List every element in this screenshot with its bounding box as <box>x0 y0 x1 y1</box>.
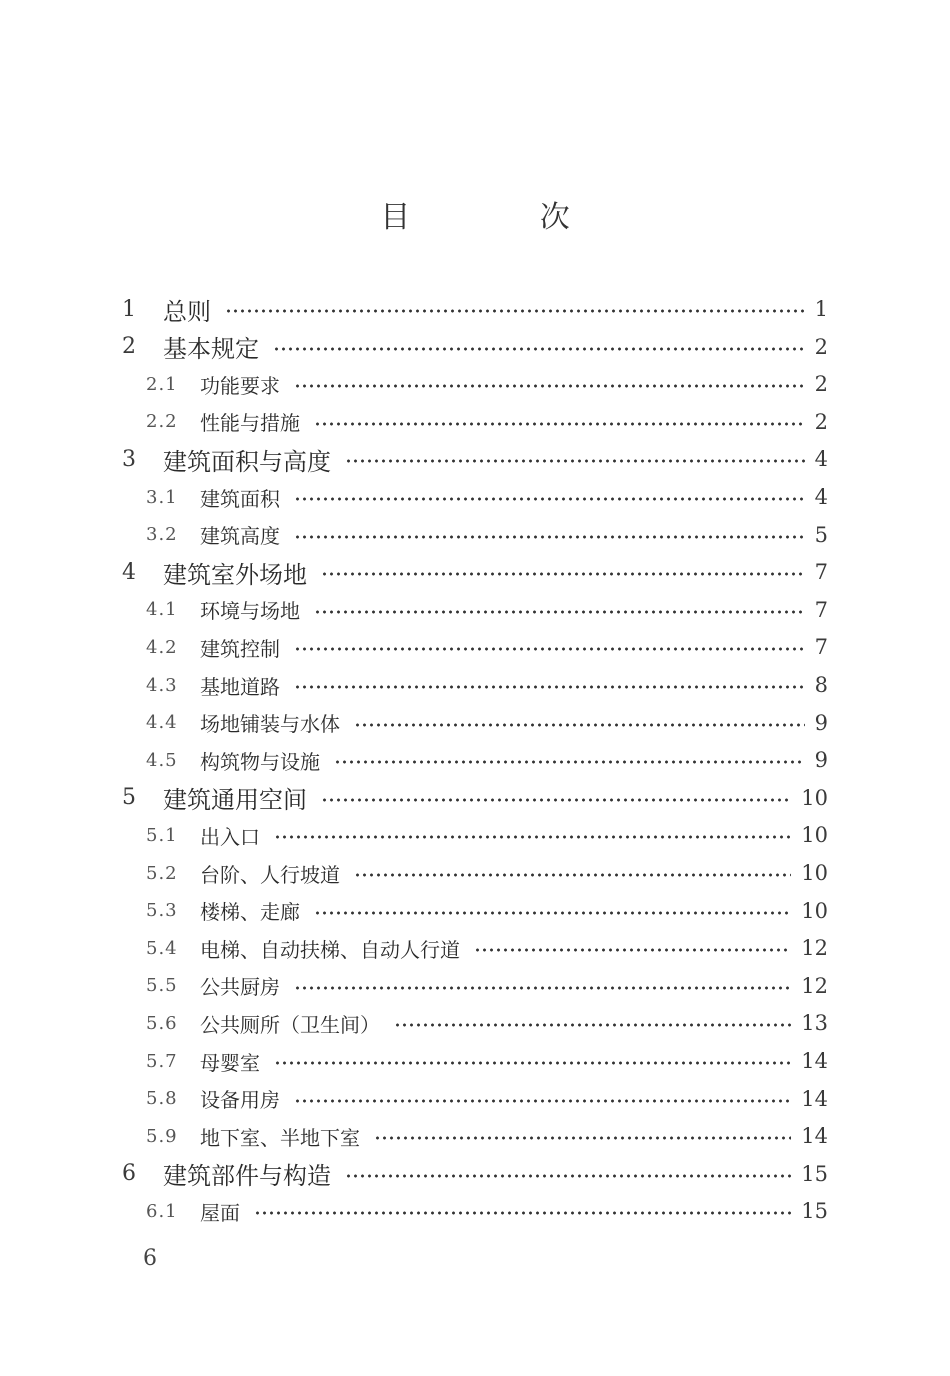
toc-entry-page: 9 <box>814 748 828 773</box>
toc-entry-number: 5.6 <box>146 1012 178 1034</box>
dot-leader <box>321 798 791 802</box>
toc-entry-title: 楼梯、走廊 <box>200 900 300 925</box>
toc-entry-line <box>200 704 815 742</box>
toc-entry-title: 地下室、半地下室 <box>200 1125 360 1150</box>
toc-entry-title: 建筑面积 <box>200 486 280 511</box>
toc-entry[interactable] <box>0 365 950 403</box>
toc-entry-title: 屋面 <box>200 1200 240 1225</box>
toc-entry-number: 3.2 <box>146 524 178 546</box>
toc-entry-page: 14 <box>801 1124 828 1149</box>
toc-entry-title: 公共厨房 <box>200 975 280 1000</box>
dot-leader <box>374 1136 791 1140</box>
toc-entry-page: 2 <box>814 372 828 397</box>
dot-leader <box>321 572 805 576</box>
dot-leader <box>394 1023 791 1027</box>
toc-entry[interactable] <box>0 628 950 666</box>
dot-leader <box>474 948 791 952</box>
toc-entry-page: 10 <box>801 823 828 848</box>
toc-entry-title: 功能要求 <box>200 373 280 398</box>
toc-entry-page: 15 <box>801 1199 828 1224</box>
toc-entry[interactable] <box>0 816 950 854</box>
toc-entry[interactable] <box>0 741 950 779</box>
toc-entry-title: 建筑通用空间 <box>163 786 307 815</box>
dot-leader <box>294 1099 791 1103</box>
toc-entry-title: 场地铺装与水体 <box>200 712 340 737</box>
toc-entry-title: 构筑物与设施 <box>200 749 320 774</box>
toc-entry-line <box>200 854 801 892</box>
toc-entry-number: 5.9 <box>146 1125 178 1147</box>
toc-entry[interactable] <box>0 892 950 930</box>
toc-entry-page: 12 <box>801 936 828 961</box>
toc-entry-page: 10 <box>801 861 828 885</box>
page-title: 目 次 <box>380 200 630 235</box>
toc-entry-number: 5.2 <box>146 862 178 884</box>
toc-entry-number: 1 <box>122 296 136 322</box>
toc-entry-line <box>200 628 815 666</box>
dot-leader <box>345 1174 791 1178</box>
toc-entry-page: 4 <box>814 485 828 509</box>
toc-entry-number: 5.4 <box>146 937 178 959</box>
toc-entry-title: 基地道路 <box>200 674 280 699</box>
dot-leader <box>294 535 805 539</box>
dot-leader <box>294 384 805 388</box>
toc-entry[interactable] <box>0 553 950 591</box>
dot-leader <box>225 309 805 313</box>
toc-entry-page: 10 <box>801 898 828 923</box>
toc-entry-page: 2 <box>814 334 828 359</box>
toc-entry-page: 2 <box>814 409 828 434</box>
toc-entry-number: 5.8 <box>146 1088 178 1110</box>
toc-entry-line <box>200 1004 801 1042</box>
toc-entry[interactable] <box>0 704 950 742</box>
toc-entry-line <box>200 816 801 854</box>
toc-entry[interactable] <box>0 591 950 629</box>
toc-entry-number: 4.1 <box>146 599 178 621</box>
toc-entry-number: 3 <box>122 446 136 472</box>
dot-leader <box>314 422 805 426</box>
toc-entry-line <box>163 328 815 366</box>
toc-entry-title: 建筑控制 <box>200 636 280 661</box>
toc-entry[interactable] <box>0 1192 950 1230</box>
toc-entry-title: 母婴室 <box>200 1050 260 1075</box>
toc-entry-page: 10 <box>801 785 828 810</box>
toc-entry-line <box>200 892 801 930</box>
toc-entry-page: 9 <box>814 710 828 735</box>
toc-entry-number: 4.5 <box>146 749 178 771</box>
toc-entry-line <box>200 666 815 704</box>
toc-entry-line <box>200 929 801 967</box>
toc-entry[interactable] <box>0 328 950 366</box>
toc-entry[interactable] <box>0 516 950 554</box>
toc-entry-number: 4 <box>122 559 136 585</box>
toc-entry-page: 1 <box>814 297 828 321</box>
toc-entry-title: 设备用房 <box>200 1088 280 1113</box>
dot-leader <box>314 610 805 614</box>
toc-entry-number: 4.2 <box>146 636 178 658</box>
dot-leader <box>273 347 805 351</box>
toc-entry-line <box>163 440 815 478</box>
dot-leader <box>294 647 805 651</box>
toc-entry-line <box>200 741 815 779</box>
dot-leader <box>294 497 805 501</box>
toc-entry-number: 3.1 <box>146 486 178 508</box>
toc-entry-number: 5 <box>122 785 136 811</box>
toc-entry[interactable] <box>0 1042 950 1080</box>
toc-entry-number: 2.1 <box>146 373 178 395</box>
toc-entry-line <box>200 1080 801 1118</box>
toc-entry-number: 2.2 <box>146 411 178 433</box>
toc-entry[interactable] <box>0 440 950 478</box>
toc-entry[interactable] <box>0 666 950 704</box>
toc-entry-page: 14 <box>801 1049 828 1073</box>
dot-leader <box>274 835 791 839</box>
dot-leader <box>345 459 805 463</box>
toc-entry-number: 5.1 <box>146 824 178 846</box>
toc-entry-title: 环境与场地 <box>200 599 300 624</box>
toc-entry[interactable] <box>0 1117 950 1155</box>
toc-entry-number: 4.4 <box>146 712 178 734</box>
dot-leader <box>334 760 805 764</box>
page-number: 6 <box>143 1246 157 1271</box>
toc-entry-page: 13 <box>801 1011 828 1036</box>
toc-entry-title: 电梯、自动扶梯、自动人行道 <box>200 937 460 962</box>
toc-entry-number: 6 <box>122 1161 136 1187</box>
dot-leader <box>294 685 805 689</box>
toc-entry-title: 基本规定 <box>163 335 259 364</box>
dot-leader <box>274 1061 791 1065</box>
toc-entry-title: 建筑部件与构造 <box>163 1162 331 1191</box>
toc-entry[interactable] <box>0 779 950 817</box>
toc-entry-number: 4.3 <box>146 674 178 696</box>
toc-entry-title: 建筑面积与高度 <box>163 447 331 476</box>
toc-entry-line <box>200 967 801 1005</box>
dot-leader <box>314 911 791 915</box>
toc-entry-line <box>200 365 815 403</box>
toc-entry-line <box>200 1117 801 1155</box>
toc-entry[interactable] <box>0 854 950 892</box>
toc-entry-line <box>200 478 815 516</box>
toc-entry[interactable] <box>0 290 950 328</box>
toc-entry-page: 7 <box>814 560 828 585</box>
toc-entry-page: 14 <box>801 1086 828 1111</box>
toc-entry-line <box>163 1155 801 1193</box>
toc-entry-line <box>200 591 815 629</box>
toc-entry-number: 5.7 <box>146 1050 178 1072</box>
toc-entry-number: 2 <box>122 334 136 360</box>
toc-entry-title: 公共厕所（卫生间） <box>200 1012 380 1037</box>
toc-entry-page: 4 <box>814 447 828 472</box>
toc-entry[interactable] <box>0 1080 950 1118</box>
toc-entry-title: 建筑室外场地 <box>163 560 307 589</box>
toc-entry-title: 建筑高度 <box>200 524 280 549</box>
toc-entry-line <box>200 403 815 441</box>
dot-leader <box>254 1211 791 1215</box>
toc-entry-number: 5.5 <box>146 975 178 997</box>
toc-entry-line <box>163 290 815 328</box>
toc-entry-page: 7 <box>814 597 828 622</box>
toc-entry[interactable] <box>0 967 950 1005</box>
toc-entry-title: 台阶、人行坡道 <box>200 862 340 887</box>
toc-entry-number: 5.3 <box>146 900 178 922</box>
toc-entry-line <box>163 553 815 591</box>
toc-entry-page: 12 <box>801 973 828 998</box>
dot-leader <box>354 723 805 727</box>
toc-entry-page: 5 <box>814 522 828 547</box>
toc-entry-title: 出入口 <box>200 824 260 849</box>
toc-entry[interactable] <box>0 929 950 967</box>
toc-entry[interactable] <box>0 403 950 441</box>
toc-entry[interactable] <box>0 1155 950 1193</box>
dot-leader <box>354 873 791 877</box>
toc-entry-line <box>200 516 815 554</box>
toc-entry-line <box>163 779 801 817</box>
toc-entry-page: 15 <box>801 1161 828 1186</box>
toc-entry-line <box>200 1192 801 1230</box>
dot-leader <box>294 986 791 990</box>
toc-entry-number: 6.1 <box>146 1200 178 1222</box>
toc-entry-page: 7 <box>814 635 828 660</box>
toc-entry-page: 8 <box>814 673 828 697</box>
toc-entry-title: 总则 <box>163 297 211 326</box>
toc-entry-title: 性能与措施 <box>200 411 300 436</box>
toc-entry-line <box>200 1042 801 1080</box>
toc-entry[interactable] <box>0 478 950 516</box>
toc-entry[interactable] <box>0 1004 950 1042</box>
